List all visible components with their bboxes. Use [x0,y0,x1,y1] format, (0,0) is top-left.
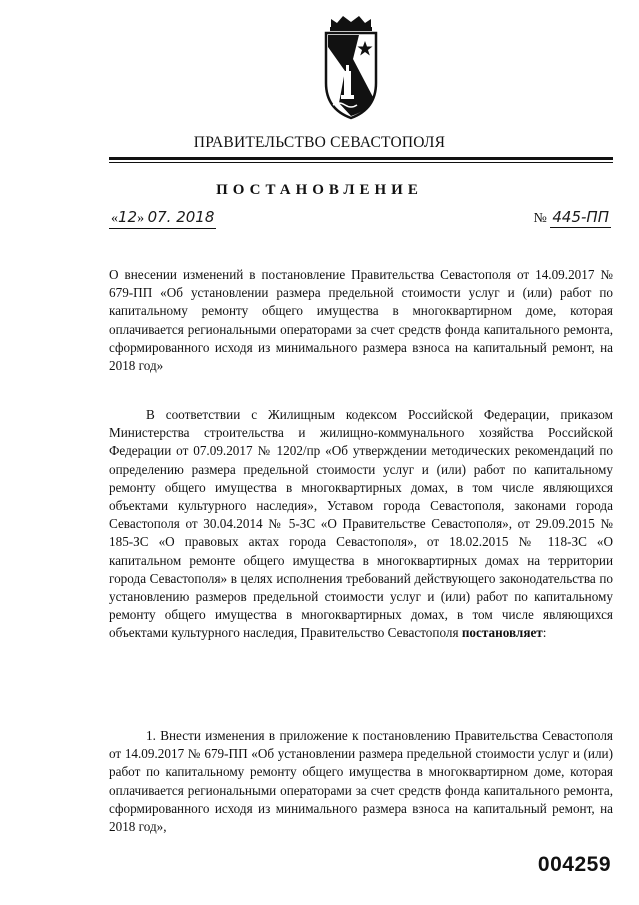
date-open-quote: « [111,211,118,226]
header-divider-thick [109,157,613,160]
preamble-paragraph [109,406,613,643]
subject-text: О внесении изменений в постановление Правительства Севастополя от 14.09.2017 № 679-ПП «Об установлении размера предельной стоимости услуг и (или) работ по капитальному ремонту общего имущества в многоквартирном доме, которая оплачивается региональными операторами за счет средств фонда капитального ремонта, сформированного исходя из минимального размера взноса на капитальный ремонт, на 2018 год» [109,267,613,374]
decree-subject [109,266,613,375]
decree-item-1 [109,727,613,836]
document-type-heading: ПОСТАНОВЛЕНИЕ [216,182,423,198]
date-day: 12 [118,208,138,226]
header-divider-thin [109,162,613,163]
decree-number [534,208,611,228]
decree-date-line [109,208,216,229]
sevastopol-coat-of-arms-icon [323,13,379,121]
item-1-text: 1. Внести изменения в приложение к постановлению Правительства Севастополя от 14.09.2017 № 679-ПП «Об установлении размера предельной стоимости услуг и (или) работ по капитальному ремонту общего имущества в многоквартирном доме, которая оплачивается региональными операторами за счет средств фонда капитального ремонта, сформированного исходя из минимального размера взноса на капитальный ремонт, на 2018 год», [109,728,613,835]
date-close-quote: » [137,211,145,226]
organization-title: ПРАВИТЕЛЬСТВО СЕВАСТОПОЛЯ [193,134,446,151]
number-prefix: № [533,211,547,226]
decree-preamble [109,406,613,643]
preamble-text: В соответствии с Жилищным кодексом Российской Федерации, приказом Министерства строительства и жилищно-коммунального хозяйства Российской Федерации от 07.09.2017 № 1202/пр «Об утверждении методических рекомендаций по определению размера предельной стоимости услуг и (или) работ по капитальному ремонту общего имущества в многоквартирных домах, в том числе являющихся объектами культурного наследия», Уставом города Севастополя, законами города Севастополя от 30.04.2014 № 5-ЗС «О Правительстве Севастополя», от 29.09.2015 № 185-ЗС «О правовых актах города Севастополя», от 18.02.2015 № 118-ЗС «О капитальном ремонте общего имущества в многоквартирных домах на территории города Севастополя» в целях исполнения требований действующего законодательства по установлению размеров предельной стоимости услуг и (или) работ по капитальному ремонту общего имущества в многоквартирных домах, в том числе являющихся объектами культурного наследия, Правительство Севастополя [109,407,613,641]
number-value: 445-ПП [552,208,609,226]
decree-word: постановляет [461,625,543,641]
preamble-colon: : [542,625,547,641]
date-month-year: 07. 2018 [147,208,215,226]
decree-date [109,208,216,229]
page-stamp-number: 004259 [537,853,611,876]
